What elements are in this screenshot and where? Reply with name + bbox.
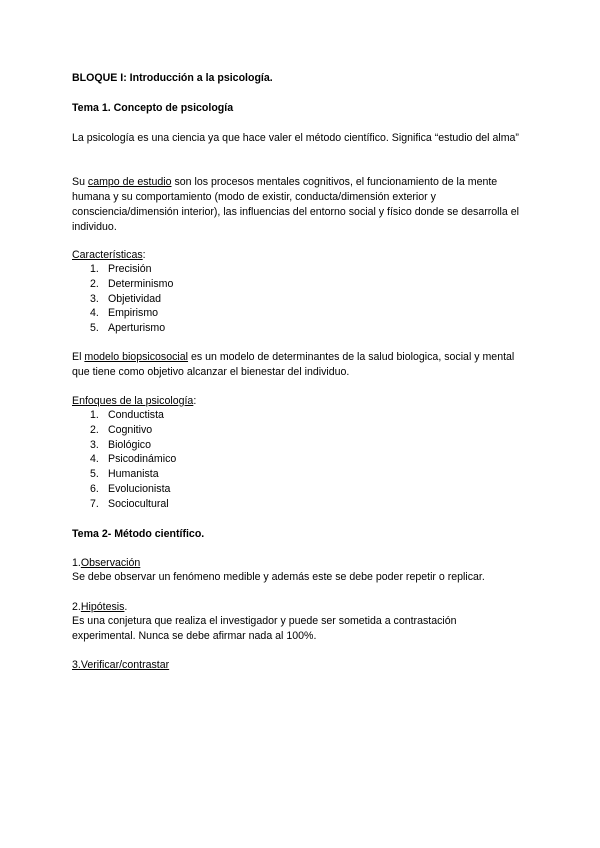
- hipotesis-heading: [72, 600, 528, 615]
- list-text: Cognitivo: [108, 423, 153, 436]
- hipotesis-label: Hipótesis: [80, 601, 125, 613]
- verificar-heading: 3.Verificar/contrastar: [72, 659, 170, 671]
- bloque-title: BLOQUE I: Introducción a la psicología.: [72, 72, 273, 84]
- list-number: 6.: [90, 482, 99, 495]
- list-number: 4.: [90, 307, 99, 320]
- list-number: 4.: [90, 453, 99, 466]
- list-item: [72, 292, 173, 307]
- observacion-heading: [72, 556, 528, 571]
- observacion-number: 1.: [72, 557, 81, 569]
- modelo-prefix: El: [72, 351, 85, 363]
- list-item: [72, 467, 176, 482]
- list-number: 1.: [90, 409, 99, 421]
- caracteristicas-colon: :: [142, 249, 146, 261]
- list-item: [72, 497, 176, 512]
- list-item: [72, 262, 173, 277]
- tema2-title: Tema 2- Método científico.: [72, 528, 205, 540]
- tema1-para-definition: La psicología es una ciencia ya que hace valer el método científico. Significa “estudio del alma”: [72, 132, 519, 144]
- enfoques-heading: [72, 394, 528, 409]
- list-number: 1.: [90, 263, 99, 275]
- list-text: Sociocultural: [108, 497, 169, 510]
- caracteristicas-list: [72, 262, 173, 336]
- list-text: Empirismo: [108, 307, 159, 320]
- enfoques-list: [72, 408, 176, 512]
- observacion-label: Observación: [80, 557, 141, 569]
- list-item: [72, 438, 176, 453]
- list-number: 5.: [90, 468, 99, 481]
- list-item: [72, 452, 176, 467]
- list-text: Evolucionista: [108, 482, 171, 495]
- caracteristicas-label: Características: [72, 249, 143, 261]
- modelo-biopsicosocial-term: modelo biopsicosocial: [84, 351, 189, 363]
- enfoques-label: Enfoques de la psicología: [72, 395, 194, 407]
- list-item: [72, 277, 173, 292]
- list-text: Biológico: [108, 438, 151, 451]
- list-text: Precisión: [108, 263, 152, 275]
- list-text: Aperturismo: [108, 322, 166, 335]
- observacion-text: Se debe observar un fenómeno medible y además este se debe poder repetir o replicar.: [72, 571, 485, 583]
- enfoques-colon: :: [193, 395, 197, 407]
- list-number: 5.: [90, 322, 99, 335]
- list-item: [72, 306, 173, 321]
- list-text: Determinismo: [108, 277, 174, 290]
- list-text: Objetividad: [108, 292, 161, 305]
- list-text: Conductista: [108, 409, 164, 421]
- caracteristicas-heading: [72, 248, 528, 263]
- campo-text: son los procesos mentales cognitivos, el funcionamiento de la mente humana y su comportamiento (modo de existir, conducta/dimensión exterior y consciencia/dimensión interior), las influencias del entorno social y físico donde se desarrolla el individuo.: [72, 176, 519, 233]
- list-item: [72, 482, 176, 497]
- tema1-title: Tema 1. Concepto de psicología: [72, 102, 234, 114]
- list-number: 7.: [90, 497, 99, 510]
- list-text: Psicodinámico: [108, 453, 177, 466]
- hipotesis-dot: .: [124, 601, 128, 613]
- tema1-para-campo: [72, 175, 530, 235]
- modelo-text: es un modelo de determinantes de la salud biologica, social y mental que tiene como objetivo alcanzar el bienestar del individuo.: [72, 351, 515, 378]
- list-number: 3.: [90, 292, 99, 305]
- list-number: 2.: [90, 423, 99, 436]
- list-number: 3.: [90, 438, 99, 451]
- list-item: [72, 321, 173, 336]
- campo-prefix: Su: [72, 176, 88, 188]
- list-number: 2.: [90, 277, 99, 290]
- list-item: [72, 408, 176, 423]
- list-item: [72, 423, 176, 438]
- hipotesis-text: Es una conjetura que realiza el investigador y puede ser sometida a contrastación experimental. Nunca se debe afirmar nada al 100%.: [72, 615, 457, 642]
- campo-de-estudio-term: campo de estudio: [87, 176, 172, 188]
- modelo-biopsicosocial-para: [72, 350, 524, 380]
- hipotesis-number: 2.: [72, 601, 81, 613]
- list-text: Humanista: [108, 468, 159, 481]
